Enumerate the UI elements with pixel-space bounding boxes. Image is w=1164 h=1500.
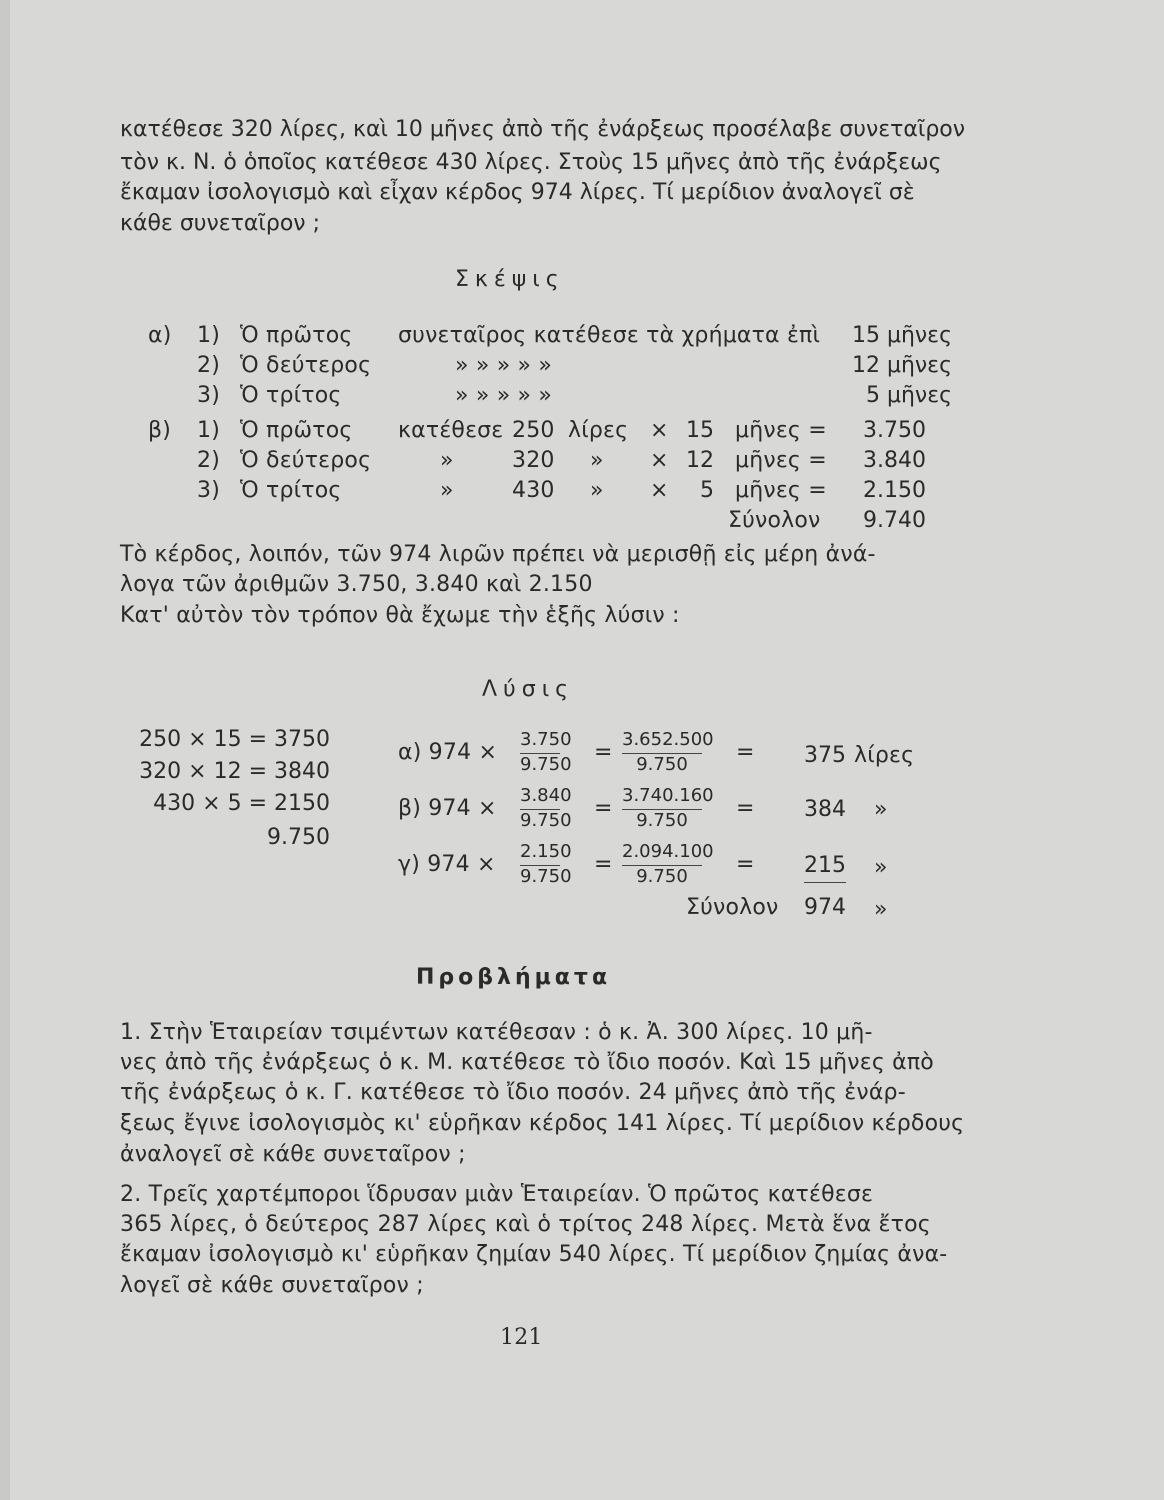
- solution-unit: λίρες: [854, 743, 915, 768]
- fraction-denominator: 9.750: [520, 754, 572, 775]
- part-b-row-unit: λίρες: [568, 418, 629, 443]
- part-b-row-months-unit: μῆνες =: [735, 448, 827, 473]
- equals-sign: =: [736, 740, 755, 765]
- part-a-row-subject: Ὁ τρίτος: [240, 383, 342, 408]
- page-edge-shadow: [0, 0, 10, 1500]
- part-b-row-result: 3.750: [863, 418, 926, 443]
- part-b-label: β): [148, 418, 172, 443]
- part-a-row-text: » » » » »: [455, 383, 553, 408]
- part-a-row-text: συνεταῖρος κατέθεσε τὰ χρήματα ἐπὶ: [398, 323, 821, 348]
- problem2-line: ἔκαμαν ἰσολογισμὸ κι' εὑρῆκαν ζημίαν 540 λίρες. Τί μερίδιον ζημίας ἀνα-: [120, 1242, 948, 1267]
- product-line: 430 × 5 = 2150: [153, 791, 330, 816]
- problem2-line: 2. Τρεῖς χαρτέμποροι ἵδρυσαν μιὰν Ἑταιρείαν. Ὁ πρῶτος κατέθεσε: [120, 1182, 874, 1207]
- intro-line: κάθε συνεταῖρον ;: [120, 211, 320, 236]
- problem1-line: τῆς ἐνάρξεως ὁ κ. Γ. κατέθεσε τὸ ἴδιο ποσόν. 24 μῆνες ἀπὸ τῆς ἐνάρ-: [120, 1080, 906, 1105]
- part-b-row-amount: 320: [512, 448, 555, 473]
- part-b-row-months: 12: [686, 448, 714, 473]
- fraction-denominator: 9.750: [520, 810, 572, 831]
- equals-sign: =: [594, 852, 613, 877]
- part-a-row-months: 15 μῆνες: [851, 323, 952, 348]
- part-a-row-subject: Ὁ πρῶτος: [240, 323, 353, 348]
- part-b-total-label: Σύνολον: [728, 508, 821, 533]
- part-a-row-subject: Ὁ δεύτερος: [240, 353, 372, 378]
- method-line: Κατ' αὐτὸν τὸν τρόπον θὰ ἔχωμε τὴν ἑξῆς λύσιν :: [120, 603, 680, 628]
- part-b-row-number: 1): [197, 418, 220, 443]
- intro-line: κατέθεσε 320 λίρες, καὶ 10 μῆνες ἀπὸ τῆς ἐνάρξεως προσέλαβε συνεταῖρον: [120, 117, 966, 142]
- part-a-row-months: 5 μῆνες: [865, 383, 952, 408]
- sum-underline: [804, 882, 846, 883]
- fraction-numerator: 2.094.100: [622, 841, 714, 862]
- problem1-line: ξεως ἔγινε ἰσολογισμὸς κι' εὑρῆκαν κέρδος 141 λίρες. Τί μερίδιον κέρδους: [120, 1111, 965, 1136]
- product-line: 250 × 15 = 3750: [139, 727, 330, 752]
- fraction-numerator: 3.840: [520, 785, 572, 806]
- solution-total-label: Σύνολον: [686, 895, 779, 920]
- part-b-row-months: 5: [700, 478, 714, 503]
- part-b-row-result: 3.840: [863, 448, 926, 473]
- solution-result: 375: [804, 743, 846, 768]
- equals-sign: =: [736, 796, 755, 821]
- intro-line: τὸν κ. Ν. ὁ ὁποῖος κατέθεσε 430 λίρες. Στοὺς 15 μῆνες ἀπὸ τῆς ἐνάρξεως: [120, 150, 942, 175]
- fraction-denominator: 9.750: [636, 754, 688, 775]
- solution-unit: »: [874, 797, 888, 822]
- part-b-row-subject: Ὁ πρῶτος: [240, 418, 353, 443]
- part-b-row-times: ×: [650, 478, 669, 503]
- problem1-line: 1. Στὴν Ἑταιρείαν τσιμέντων κατέθεσαν : ὁ κ. Ἀ. 300 λίρες. 10 μῆ-: [120, 1020, 873, 1045]
- part-b-row-unit: »: [590, 478, 604, 503]
- fraction-numerator: 3.750: [520, 729, 572, 750]
- solution-heading: Λύσις: [482, 677, 575, 702]
- part-b-row-verb: κατέθεσε: [398, 418, 504, 443]
- part-b-row-subject: Ὁ δεύτερος: [240, 448, 372, 473]
- solution-unit: »: [874, 855, 888, 880]
- solution-total-unit: »: [874, 897, 888, 922]
- part-b-row-subject: Ὁ τρίτος: [240, 478, 342, 503]
- part-b-row-verb: »: [440, 478, 454, 503]
- part-a-row-number: 1): [197, 323, 220, 348]
- problem1-line: νες ἀπὸ τῆς ἐνάρξεως ὁ κ. Μ. κατέθεσε τὸ ἴδιο ποσόν. Καὶ 15 μῆνες ἀπὸ: [120, 1050, 934, 1075]
- problem1-line: ἀναλογεῖ σὲ κάθε συνεταῖρον ;: [120, 1142, 466, 1167]
- fraction-numerator: 3.740.160: [622, 785, 714, 806]
- fraction-numerator: 3.652.500: [622, 729, 714, 750]
- products-total: 9.750: [267, 825, 330, 850]
- fraction-denominator: 9.750: [636, 810, 688, 831]
- intro-line: ἔκαμαν ἰσολογισμὸ καὶ εἶχαν κέρδος 974 λίρες. Τί μερίδιον ἀναλογεῖ σὲ: [120, 180, 915, 205]
- part-b-row-number: 2): [197, 448, 220, 473]
- profit-line: Τὸ κέρδος, λοιπόν, τῶν 974 λιρῶν πρέπει νὰ μερισθῇ εἰς μέρη ἀνά-: [120, 542, 876, 567]
- part-b-row-result: 2.150: [863, 478, 926, 503]
- part-b-row-amount: 430: [512, 478, 555, 503]
- part-b-row-unit: »: [590, 448, 604, 473]
- part-b-row-times: ×: [650, 448, 669, 473]
- solution-total: 974: [804, 895, 846, 920]
- part-b-row-times: ×: [650, 418, 669, 443]
- part-b-row-months-unit: μῆνες =: [735, 418, 827, 443]
- part-b-row-verb: »: [440, 448, 454, 473]
- product-line: 320 × 12 = 3840: [139, 759, 330, 784]
- part-b-row-amount: 250: [512, 418, 555, 443]
- part-a-row-number: 2): [197, 353, 220, 378]
- part-a-row-number: 3): [197, 383, 220, 408]
- part-b-total: 9.740: [863, 508, 926, 533]
- problem2-line: λογεῖ σὲ κάθε συνεταῖρον ;: [120, 1273, 424, 1298]
- solution-label: α) 974 ×: [398, 740, 498, 765]
- part-a-row-months: 12 μῆνες: [851, 353, 952, 378]
- equals-sign: =: [736, 852, 755, 877]
- solution-label: γ) 974 ×: [398, 852, 496, 877]
- part-b-row-months: 15: [686, 418, 714, 443]
- part-a-label: α): [148, 323, 172, 348]
- problem2-line: 365 λίρες, ὁ δεύτερος 287 λίρες καὶ ὁ τρίτος 248 λίρες. Μετὰ ἕνα ἔτος: [120, 1212, 931, 1237]
- part-a-row-text: » » » » »: [455, 353, 553, 378]
- fraction-numerator: 2.150: [520, 841, 572, 862]
- solution-result: 384: [804, 797, 846, 822]
- thinking-heading: Σκέψις: [455, 267, 565, 292]
- part-b-row-months-unit: μῆνες =: [735, 478, 827, 503]
- equals-sign: =: [594, 740, 613, 765]
- profit-line: λογα τῶν ἀριθμῶν 3.750, 3.840 καὶ 2.150: [120, 572, 593, 597]
- page-number: 121: [500, 1325, 543, 1350]
- solution-result: 215: [804, 853, 846, 878]
- problems-heading: Προβλήματα: [416, 965, 612, 990]
- solution-label: β) 974 ×: [398, 796, 497, 821]
- part-b-row-number: 3): [197, 478, 220, 503]
- equals-sign: =: [594, 796, 613, 821]
- fraction-denominator: 9.750: [636, 866, 688, 887]
- fraction-denominator: 9.750: [520, 866, 572, 887]
